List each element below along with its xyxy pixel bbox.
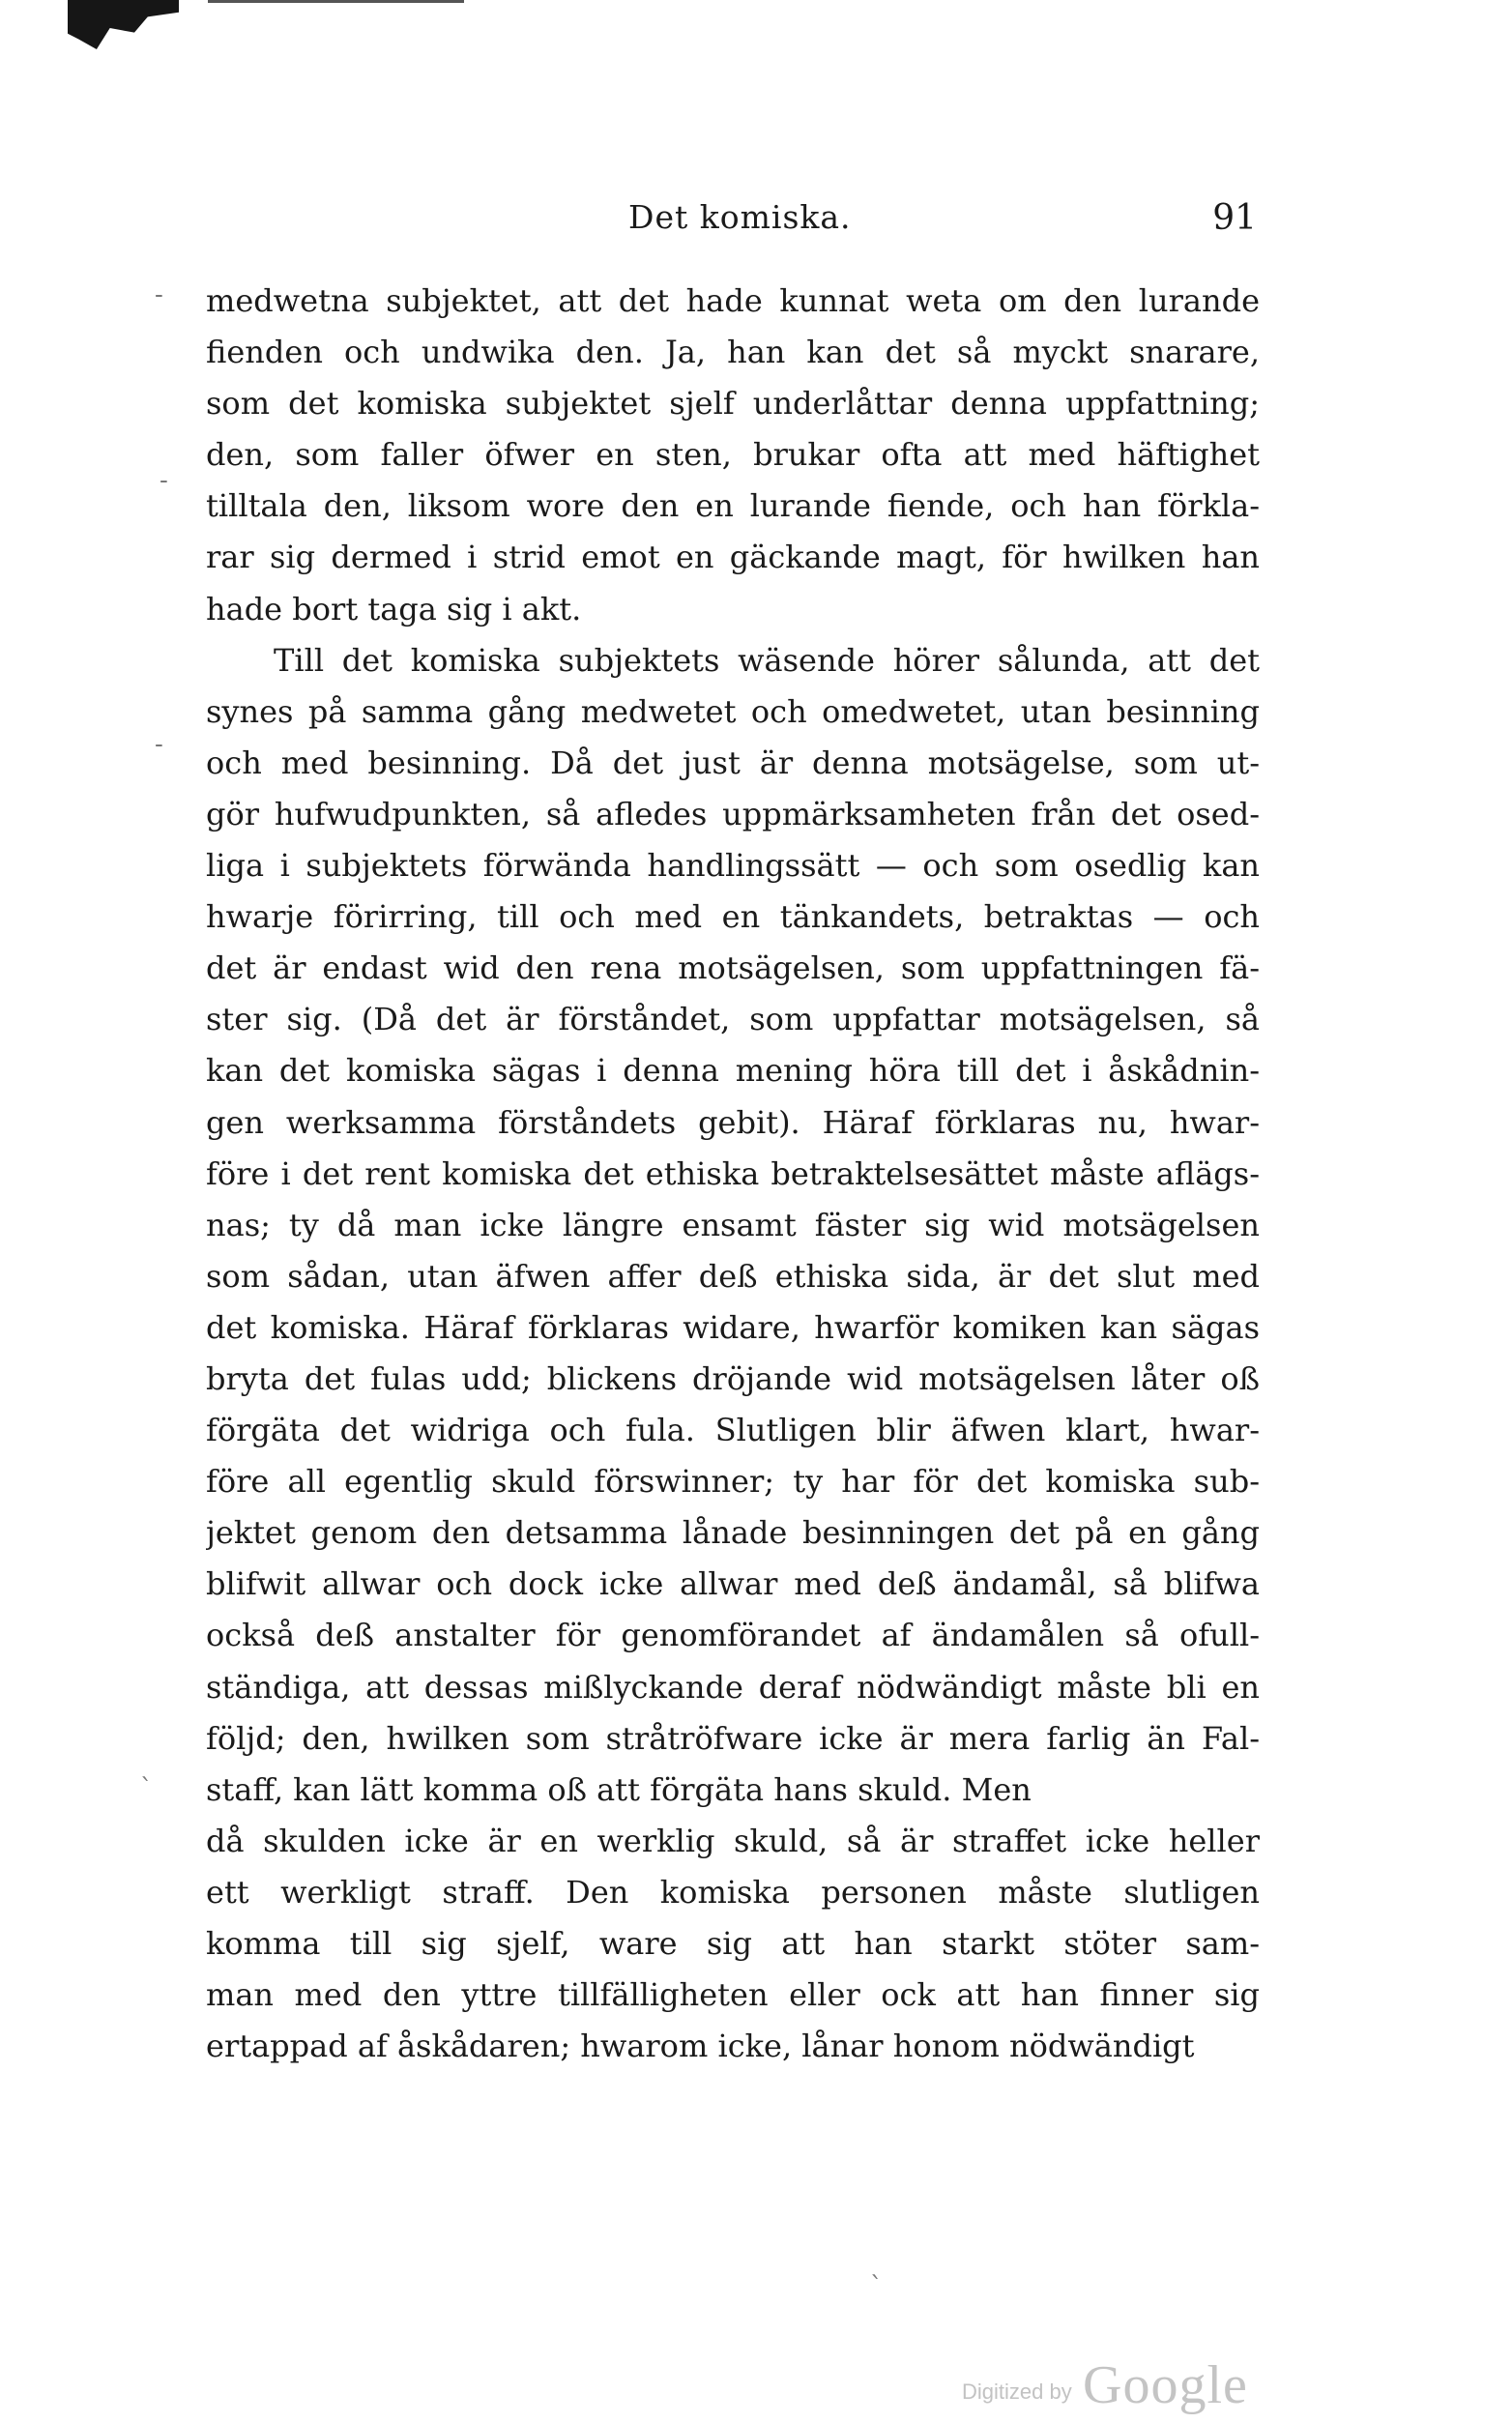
text-line: den, som faller öfwer en sten, brukar ofta att med häftighet — [206, 436, 1260, 474]
scan-edge-rule — [208, 0, 464, 3]
text-line: gör hufwudpunkten, så afledes uppmärksamheten från det osed- — [206, 795, 1260, 832]
margin-dash-mark: ˋ — [870, 2272, 883, 2301]
running-title: Det komiska. — [628, 198, 852, 236]
text-line: man med den yttre tillfälligheten eller ock att han finner sig — [206, 1976, 1260, 2014]
text-line: blifwit allwar och dock icke allwar med deß ändamål, så blifwa — [206, 1565, 1260, 1603]
text-line: fienden och undwika den. Ja, han kan det så myckt snarare, — [206, 334, 1260, 371]
page-number: 91 — [1212, 198, 1257, 238]
text-line: följd; den, hwilken som stråtröfware icke är mera farlig än Fal- — [206, 1719, 1260, 1757]
digitized-watermark — [962, 2354, 1271, 2415]
text-line: och med besinning. Då det just är denna motsägelse, som ut- — [206, 744, 1260, 781]
text-line: komma till sig sjelf, ware sig att han starkt stöter sam- — [206, 1925, 1260, 1962]
text-line: gen werksamma förståndets gebit). Häraf förklaras nu, hwar- — [206, 1103, 1260, 1141]
watermark-prefix: Digitized by — [962, 2379, 1072, 2404]
text-line: kan det komiska sägas i denna mening höra till det i åskådnin- — [206, 1052, 1260, 1090]
text-line: medwetna subjektet, att det hade kunnat weta om den lurande — [206, 282, 1260, 319]
text-line: ertappad af åskådaren; hwarom icke, lånar honom nödwändigt — [206, 2028, 1195, 2065]
text-line: rar sig dermed i strid emot en gäckande magt, för hwilken han — [206, 539, 1260, 576]
text-line: staff, kan lätt komma oß att förgäta hans skuld. Men — [206, 1770, 1032, 1808]
running-head — [203, 198, 1257, 256]
text-line: ständiga, att dessas mißlyckande deraf nödwändigt måste bli en — [206, 1668, 1260, 1706]
text-line: det är endast wid den rena motsägelsen, som uppfattningen fä- — [206, 949, 1260, 987]
text-line: som det komiska subjektet sjelf underlåttar denna uppfattning; — [206, 385, 1260, 423]
text-line: som sådan, utan äfwen affer deß ethiska sida, är det slut med — [206, 1257, 1260, 1295]
text-line: Till det komiska subjektets wäsende hörer sålunda, att det — [274, 641, 1260, 679]
text-line: nas; ty då man icke längre ensamt fäster sig wid motsägelsen — [206, 1206, 1260, 1243]
text-line: det komiska. Häraf förklaras widare, hwarför komiken kan sägas — [206, 1308, 1260, 1346]
margin-dash-mark: - — [155, 730, 163, 759]
text-line: före i det rent komiska det ethiska betraktelsesättet måste aflägs- — [206, 1154, 1260, 1192]
text-line: synes på samma gång medwetet och omedwetet, utan besinning — [206, 692, 1260, 730]
text-line: jektet genom den detsamma lånade besinningen det på en gång — [206, 1514, 1260, 1552]
text-line: före all egentlig skuld förswinner; ty har för det komiska sub- — [206, 1463, 1260, 1501]
watermark-logo: Google — [1083, 2355, 1248, 2415]
body-text — [206, 276, 1260, 2072]
margin-dash-mark: ˋ — [140, 1774, 153, 1803]
margin-dash-mark: - — [155, 280, 163, 309]
text-line: då skulden icke är en werklig skuld, så är straffet icke heller — [206, 1822, 1260, 1859]
text-line: ett werkligt straff. Den komiska personen måste slutligen — [206, 1873, 1260, 1911]
text-line: ster sig. (Då det är förståndet, som uppfattar motsägelsen, så — [206, 1001, 1260, 1038]
text-line: hade bort taga sig i akt. — [206, 590, 582, 628]
margin-dash-mark: - — [160, 466, 168, 495]
text-line: förgäta det widriga och fula. Slutligen blir äfwen klart, hwar- — [206, 1412, 1260, 1449]
text-line: också deß anstalter för genomförandet af ändamålen så ofull- — [206, 1617, 1260, 1654]
text-line: hwarje förirring, till och med en tänkandets, betraktas — och — [206, 898, 1260, 936]
text-line: tilltala den, liksom wore den en lurande fiende, och han förkla- — [206, 487, 1260, 525]
text-line: liga i subjektets förwända handlingssätt — och som osedlig kan — [206, 847, 1260, 885]
text-line: bryta det fulas udd; blickens dröjande wid motsägelsen låter oß — [206, 1359, 1260, 1397]
scan-ink-blot — [68, 0, 179, 56]
